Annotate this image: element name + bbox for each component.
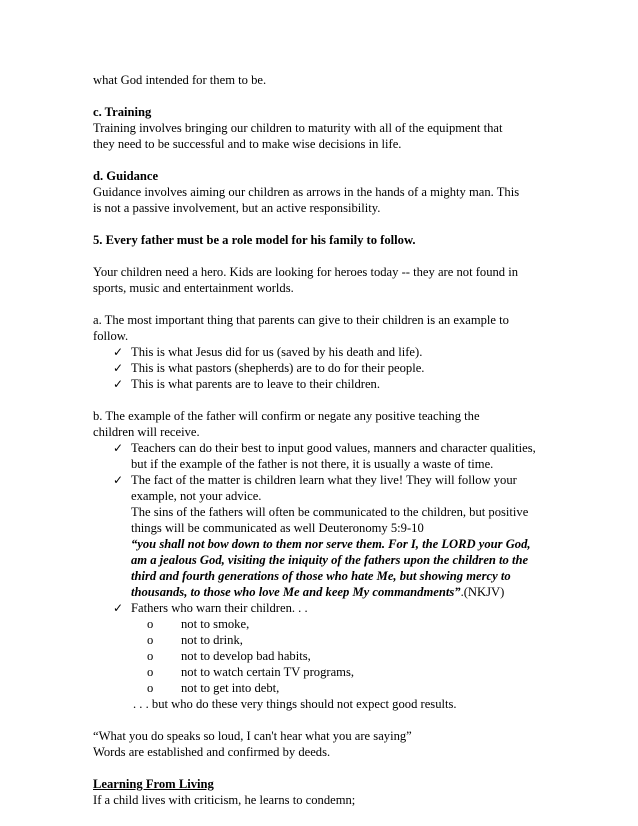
closing-line: . . . but who do these very things should not expect good results. bbox=[133, 697, 457, 711]
section-b-line: b. The example of the father will confirm or negate any positive teaching the bbox=[93, 409, 480, 423]
sub-list-item: o not to develop bad habits, bbox=[147, 649, 311, 663]
guidance-line: is not a passive involvement, but an active responsibility. bbox=[93, 201, 381, 215]
sub-list-item: o not to get into debt, bbox=[147, 681, 280, 695]
learning-heading: Learning From Living bbox=[93, 777, 214, 791]
verse-line: thousands, to those who love Me and keep My commandments”.(NKJV) bbox=[131, 585, 505, 599]
training-line: Training involves bringing our children to maturity with all of the equipment that bbox=[93, 121, 503, 135]
list-item: ✓ This is what parents are to leave to their children. bbox=[113, 377, 380, 391]
section-a-line: a. The most important thing that parents can give to their children is an example to bbox=[93, 313, 509, 327]
verse-line: third and fourth generations of those who hate Me, but showing mercy to bbox=[131, 569, 511, 583]
learning-line: If a child lives with criticism, he learns to condemn; bbox=[93, 793, 356, 807]
guidance-line: Guidance involves aiming our children as arrows in the hands of a mighty man. This bbox=[93, 185, 520, 199]
section-b-line: children will receive. bbox=[93, 425, 200, 439]
list-item: ✓ This is what pastors (shepherds) are to do for their people. bbox=[113, 361, 425, 375]
guidance-heading: d. Guidance bbox=[93, 169, 159, 183]
section-a-line: follow. bbox=[93, 329, 129, 343]
sub-list-item: o not to watch certain TV programs, bbox=[147, 665, 355, 679]
sub-list-item: o not to smoke, bbox=[147, 617, 250, 631]
hero-line: Your children need a hero. Kids are looking for heroes today -- they are not found in bbox=[93, 265, 519, 279]
training-heading: c. Training bbox=[93, 105, 152, 119]
hero-line: sports, music and entertainment worlds. bbox=[93, 281, 294, 295]
sub-list-item: o not to drink, bbox=[147, 633, 243, 647]
point5-heading: 5. Every father must be a role model for his family to follow. bbox=[93, 233, 416, 247]
check-mark-icon: ✓ bbox=[113, 473, 124, 487]
check-mark-icon: ✓ bbox=[113, 441, 124, 455]
translation-label: .(NKJV) bbox=[460, 585, 505, 599]
verse-line: “you shall not bow down to them nor serve them. For I, the LORD your God, bbox=[131, 537, 531, 551]
check-mark-icon: ✓ bbox=[113, 345, 124, 359]
circle-bullet-icon: o bbox=[147, 649, 154, 663]
list-item: ✓ Fathers who warn their children. . . bbox=[113, 601, 308, 615]
list-item: ✓ This is what Jesus did for us (saved by his death and life). bbox=[113, 345, 423, 359]
quote-follow-line: Words are established and confirmed by deeds. bbox=[93, 745, 331, 759]
check-mark-icon: ✓ bbox=[113, 377, 124, 391]
intro-tail: what God intended for them to be. bbox=[93, 73, 267, 87]
check-mark-icon: ✓ bbox=[113, 601, 124, 615]
training-line: they need to be successful and to make wise decisions in life. bbox=[93, 137, 402, 151]
circle-bullet-icon: o bbox=[147, 665, 154, 679]
circle-bullet-icon: o bbox=[147, 681, 154, 695]
verse-line: am a jealous God, visiting the iniquity of the fathers upon the children to the bbox=[131, 553, 529, 567]
document-body bbox=[93, 72, 593, 808]
circle-bullet-icon: o bbox=[147, 633, 154, 647]
list-item: ✓ The fact of the matter is children learn what they live! They will follow your example, not your advice. The sins of the fathers will often be communicated to the children, but positive things will be communicated as well Deuteronomy 5:9-10 “you shall not bow down to them nor serve them. For I, the LORD your God, am a jealous God, visiting the iniquity of the fathers upon the children to the third and fourth generations of those who hate Me, but showing mercy to thousands, to those who love Me and keep My commandments”.(NKJV) bbox=[93, 472, 593, 600]
circle-bullet-icon: o bbox=[147, 617, 154, 631]
list-item: ✓ Teachers can do their best to input good values, manners and character qualities, but if the example of the father is not there, it is usually a waste of time. bbox=[113, 441, 536, 471]
quote-line: “What you do speaks so loud, I can't hear what you are saying” bbox=[93, 729, 412, 743]
check-mark-icon: ✓ bbox=[113, 361, 124, 375]
